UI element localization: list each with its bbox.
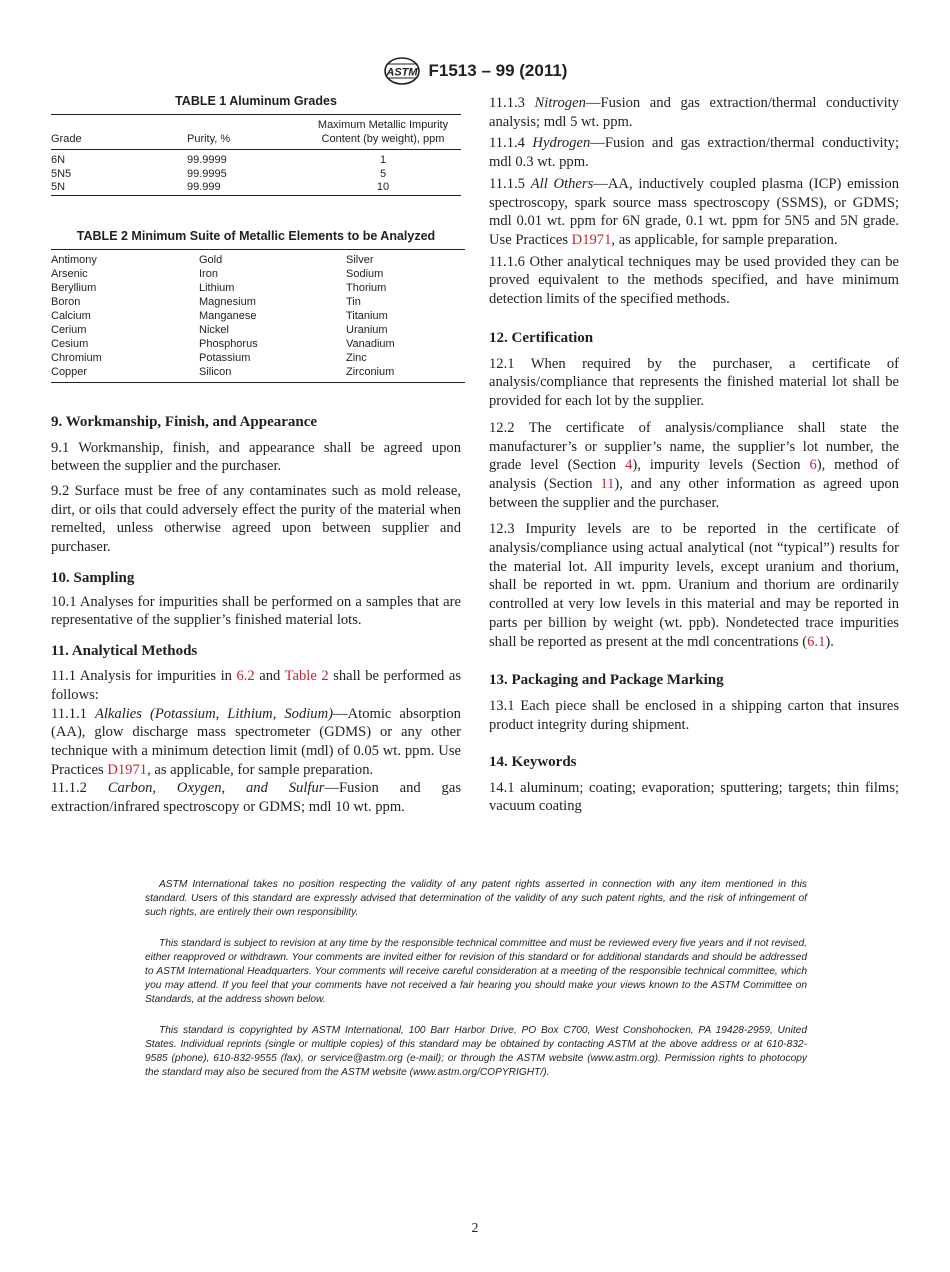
table-row [51, 310, 465, 324]
paragraph-11-1-1: 11.1.1 Alkalies (Potassium, Lithium, Sodium)—Atomic absorption (AA), glow discharge mass spectrometer (GDMS) or any other technique with a minimum detection limit (mdl) of 0.05 wt. ppm. Use Practices D1971, as applicable, for sample preparation. [51, 705, 461, 778]
link-6-1[interactable]: 6.1 [807, 633, 826, 650]
table-cell: 1 [379, 154, 387, 166]
document-id: F1513 – 99 (2011) [428, 61, 568, 80]
table-cell: Manganese [199, 310, 257, 322]
table-cell: Silver [346, 254, 374, 266]
table2-title: TABLE 2 Minimum Suite of Metallic Elements to be Analyzed [76, 228, 436, 243]
paragraph-10-1: 10.1 Analyses for impurities shall be performed on a samples that are representative of the supplier’s finished material lots. [51, 593, 461, 629]
link-section-6[interactable]: 6 [809, 457, 817, 474]
paragraph-12-3: 12.3 Impurity levels are to be reported in the certificate of analysis/compliance using actual analytical (not “typical”) results for the material lot. All impurity levels, except uranium and thorium, shall be reported in wt. ppm. Uranium and thorium are ordinarily controlled at very low levels in this material and may be reported in parts per billion by weight (wt. ppb). Nondetected trace impurities shall be reported as present at the mdl concentrations (6.1). [489, 521, 899, 650]
section-14-heading: 14. Keywords [489, 753, 577, 770]
table-row [51, 268, 465, 282]
paragraph-11-1-5: 11.1.5 All Others—AA, inductively coupled plasma (ICP) emission spectroscopy, spark source mass spectroscopy (SSMS), or GDMS; mdl 0.01 wt. ppm for 6N grade, 0.1 wt. ppm for 5N5 and 5N grade. Use Practices D1971, as applicable, for sample preparation. [489, 175, 899, 248]
table-cell: 10 [376, 181, 390, 193]
section-9-heading: 9. Workmanship, Finish, and Appearance [51, 413, 318, 430]
paragraph-12-1: 12.1 When required by the purchaser, a certificate of analysis/compliance that represents the finished material lot shall be provided for each lot by the supplier. [489, 355, 899, 410]
page-header [0, 56, 950, 86]
section-11-heading: 11. Analytical Methods [51, 643, 198, 660]
table-row [51, 296, 465, 310]
table-cell: Zirconium [346, 366, 395, 378]
table-cell: Magnesium [199, 296, 256, 308]
table-cell: Vanadium [346, 338, 395, 350]
table-cell: Calcium [51, 310, 91, 322]
copyright-notice: This standard is copyrighted by ASTM International, 100 Barr Harbor Drive, PO Box C700, West Conshohocken, PA 19428-2959, United States. Individual reprints (single or multiple copies) of this standard may be obtained by contacting ASTM at the above address or at 610-832-9585 (phone), 610-832-9555 (fax), or service@astm.org (e-mail); or through the ASTM website (www.astm.org). Permission rights to photocopy the standard may also be secured from the ASTM website (www.astm.org/COPYRIGHT/). [145, 1025, 807, 1078]
table-row [51, 366, 465, 383]
table-row [51, 338, 465, 352]
table-cell: Iron [199, 268, 218, 280]
table-row [51, 249, 465, 268]
table-cell: 99.9995 [187, 167, 227, 180]
paragraph-11-1-3: 11.1.3 Nitrogen—Fusion and gas extraction/thermal conductivity analysis; mdl 5 wt. ppm. [489, 95, 899, 130]
link-6-2[interactable]: 6.2 [236, 668, 255, 685]
svg-text:ASTM: ASTM [385, 66, 418, 79]
link-section-11[interactable]: 11 [600, 475, 615, 492]
table-cell: Phosphorus [199, 338, 258, 350]
paragraph-11-1-6: 11.1.6 Other analytical techniques may be used provided they can be proved equivalent to the methods specified, and have minimum detection limits of the specified methods. [489, 253, 899, 308]
revision-notice: This standard is subject to revision at any time by the responsible technical committee and must be reviewed every five years and if not revised, either reapproved or withdrawn. Your comments are invited either for revision of this standard or for additional standards and should be addressed to ASTM International Headquarters. Your comments will receive careful consideration at a meeting of the responsible technical committee, which you may attend. If you feel that your comments have not received a fair hearing you should make your views known to the ASTM Committee on Standards, at the address shown below. [145, 938, 807, 1005]
table-cell: Beryllium [51, 282, 97, 294]
section-13-heading: 13. Packaging and Package Marking [489, 672, 724, 689]
section-10-heading: 10. Sampling [51, 569, 135, 586]
table-cell: 5 [379, 167, 387, 180]
paragraph-9-2: 9.2 Surface must be free of any contaminates such as mold release, dirt, or oils that could adversely effect the purity of the material when remelted, unless otherwise agreed upon between supplier and purchaser. [51, 482, 461, 556]
table-cell: Lithium [199, 282, 235, 294]
table-header: Purity, % [187, 115, 305, 150]
paragraph-13-1: 13.1 Each piece shall be enclosed in a shipping carton that insures product integrity during shipment. [489, 698, 899, 733]
table-cell: 6N [51, 154, 66, 166]
table-cell: Arsenic [51, 268, 88, 280]
paragraph-12-2: 12.2 The certificate of analysis/compliance shall state the manufacturer’s or supplier’s name, the supplier’s lot number, the grade level (Section 4), impurity levels (Section 6), method of analysis (Section 11), and any other information as agreed upon between the supplier and the purchaser. [489, 419, 899, 511]
link-table-2[interactable]: Table 2 [284, 668, 329, 685]
table-header: Maximum Metallic Impurity Content (by weight), ppm [305, 115, 461, 150]
link-d1971[interactable]: D1971 [571, 231, 612, 248]
table-row [51, 352, 465, 366]
astm-logo-icon [383, 56, 421, 86]
page-number: 2 [471, 1221, 479, 1236]
table-cell: 99.9999 [187, 154, 227, 166]
table-cell: Silicon [199, 366, 232, 378]
paragraph-11-1-4: 11.1.4 Hydrogen—Fusion and gas extraction/thermal conductivity; mdl 0.3 wt. ppm. [489, 135, 899, 171]
paragraph-14-1: 14.1 aluminum; coating; evaporation; sputtering; targets; thin films; vacuum coating [489, 779, 899, 815]
table-row [51, 168, 461, 182]
paragraph-11-1: 11.1 Analysis for impurities in 6.2 and Table 2 shall be performed as follows: [51, 668, 462, 703]
table-cell: Sodium [346, 268, 384, 280]
table-cell: Uranium [346, 324, 388, 336]
table-cell: Zinc [346, 352, 367, 364]
paragraph-11-1-2: 11.1.2 Carbon, Oxygen, and Sulfur—Fusion and gas extraction/infrared spectroscopy or GDMS; mdl 10 wt. ppm. [51, 780, 462, 816]
table-cell: Antimony [51, 254, 97, 266]
table-cell: 5N [51, 181, 66, 193]
standard-notice [145, 878, 807, 1098]
table-cell: Chromium [51, 352, 102, 364]
section-12-heading: 12. Certification [489, 329, 594, 346]
table-row [51, 282, 465, 296]
table-cell: Tin [346, 296, 361, 308]
link-section-4[interactable]: 4 [625, 457, 633, 474]
table-cell: Titanium [346, 310, 388, 322]
table-row [51, 150, 461, 168]
table-cell: Cesium [51, 338, 89, 350]
table-cell: Nickel [199, 324, 229, 336]
table-cell: 5N5 [51, 167, 72, 180]
table-cell: Potassium [199, 352, 251, 364]
table1-title: TABLE 1 Aluminum Grades [175, 94, 337, 108]
patent-notice: ASTM International takes no position respecting the validity of any patent rights asserted in connection with any item mentioned in this standard. Users of this standard are expressly advised that determination of the validity of any such patent rights, and the risk of infringement of such rights, are entirely their own responsibility. [145, 879, 807, 918]
table-cell: Thorium [346, 282, 387, 294]
aluminum-grades-table [51, 114, 461, 196]
table-cell: Gold [199, 254, 223, 266]
table-row [51, 181, 461, 195]
table-header: Grade [51, 115, 187, 150]
table-row [51, 324, 465, 338]
link-d1971[interactable]: D1971 [107, 761, 148, 778]
table-cell: Copper [51, 366, 88, 378]
table-cell: Cerium [51, 324, 87, 336]
table-cell: Boron [51, 296, 81, 308]
metallic-elements-table [51, 249, 465, 383]
paragraph-9-1: 9.1 Workmanship, finish, and appearance shall be agreed upon between the supplier and the purchaser. [51, 439, 461, 475]
table-cell: 99.999 [187, 181, 221, 193]
